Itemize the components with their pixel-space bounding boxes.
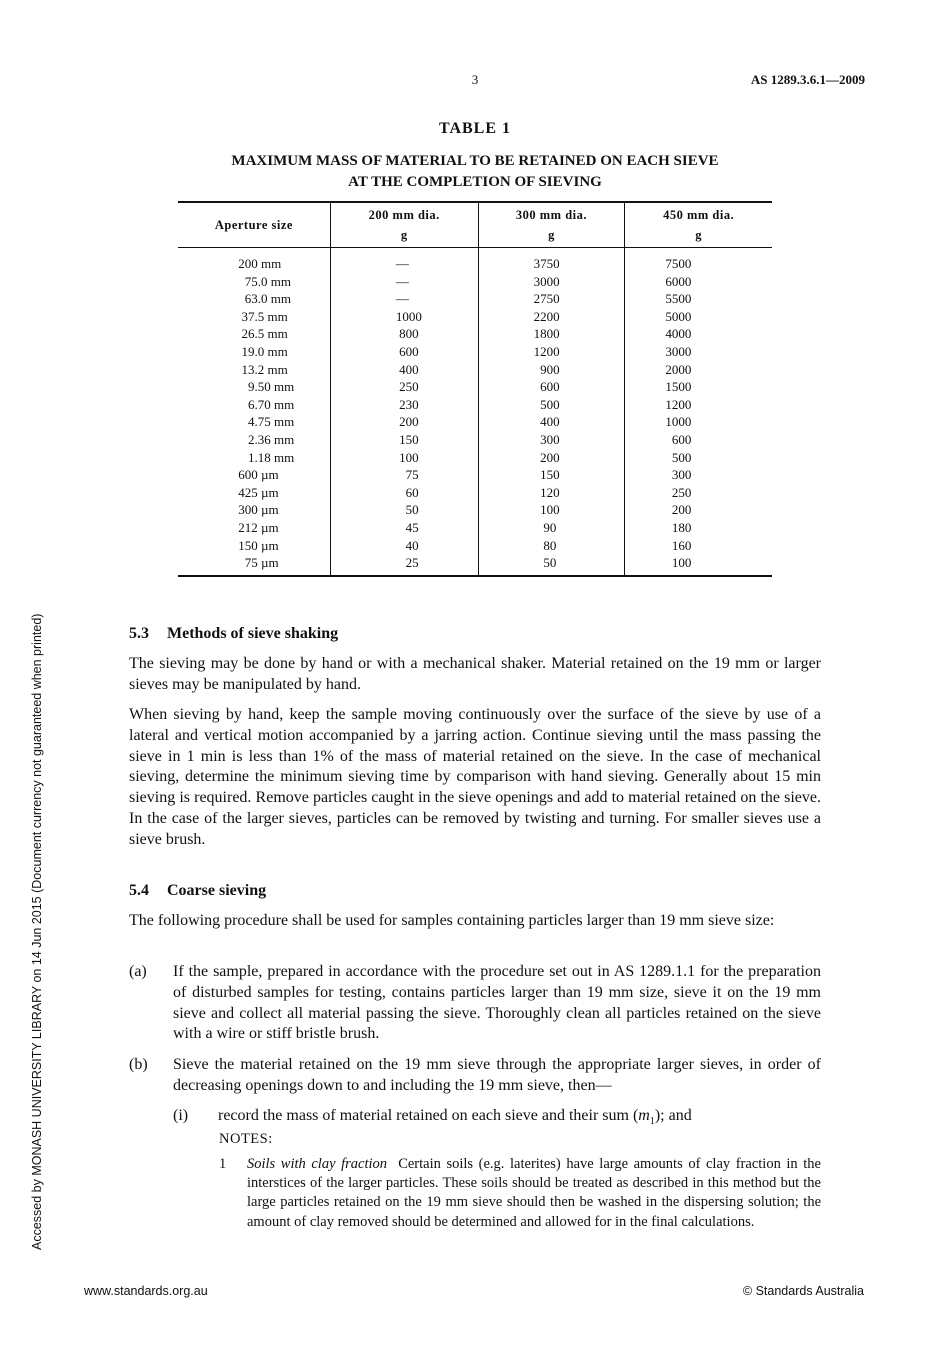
aperture-cell: 600 µm 425 µm 300 µm [238,467,279,518]
section-5-4-heading [129,881,821,902]
note-1 [219,1155,821,1232]
col-300-label: 300 mm dia. [515,208,588,222]
section-title: Coarse sieving [167,882,267,899]
note-text [247,1155,821,1232]
list-text-part: ); and [654,1107,692,1124]
col-header-aperture: Aperture size [214,218,293,232]
list-text-part: record the mass of material retained on each sieve and their sum ( [218,1107,639,1124]
mass-200-cell: 400 250 230 [399,361,419,412]
table-title-line-1: MAXIMUM MASS OF MATERIAL TO BE RETAINED ON EACH SIEVE [231,153,719,169]
sieve-mass-table [178,201,772,577]
section-5-4-intro: The following procedure shall be used for samples containing particles larger than 19 mm sieve size: [129,912,775,929]
page-number: 3 [471,72,479,87]
col-450-unit: g [695,228,703,242]
table-row-group [178,248,772,308]
mass-300-cell: 2200 1800 1200 [533,308,560,359]
note-body: Certain soils (e.g. laterites) have large amounts of clay fraction in the interstices of the larger particles. These soils should be treated as described in this method but the large particles retained on the 19 mm sieve should then be washed in the dispersing solution; the amount of clay removed should be determined and allowed for in the final calculations. [247,1156,821,1230]
mass-300-cell: 90 80 50 [543,519,557,571]
mass-200-cell: 75 60 50 [405,467,419,518]
col-header-450mm [625,202,772,248]
aperture-cell: 37.5 mm 26.5 mm 19.0 mm [241,308,288,359]
mass-variable: m [638,1107,650,1124]
access-watermark: Accessed by MONASH UNIVERSITY LIBRARY on 14 Jun 2015 (Document currency not guaranteed when printed) [30,613,44,1250]
list-text: If the sample, prepared in accordance with the procedure set out in AS 1289.1.1 for the preparation of disturbed samples for testing, contains particles larger than 19 mm size, sieve it on the 19 mm sieve and collect all material passing the sieve. Thoroughly clean all particles retained on the sieve with a wire or stiff bristle brush. [173,963,821,1043]
table-title [0,151,950,193]
section-5-3-paragraph-1: The sieving may be done by hand or with a mechanical shaker. Material retained on the 19 mm or larger sieves may be manipulated by hand. [129,655,821,693]
mass-subscript: 1 [649,1116,655,1128]
mass-450-cell: 5000 4000 3000 [665,308,692,359]
col-200-label: 200 mm dia. [368,208,440,222]
mass-450-cell: 7500 6000 5500 [665,256,692,307]
section-5-3-paragraph-2: When sieving by hand, keep the sample moving continuously over the surface of the sieve by use of a lateral and vertical motion accompanied by a jarring action. Continue sieving until the mass passing the sieve in 1 min is less than 1% of the mass of material retained on the sieve. In the case of mechanical sieving, determine the minimum sieving time by comparison with hand sieving. Generally about 15 min sieving is required. Remove particles caught in the sieve openings and add to material retained on the sieve. In the case of the larger sieves, particles can be removed by twisting and turning. For smaller sieves use a sieve brush. [129,706,821,848]
mass-300-cell: 900 600 500 [540,361,560,412]
section-5-3-heading [129,624,821,645]
aperture-cell: 4.75 mm 2.36 mm 1.18 mm [248,414,295,465]
col-header-300mm [478,202,625,248]
section-number: 5.4 [129,882,149,899]
mass-200-cell: 1000 800 600 [395,308,422,359]
mass-300-cell: 400 300 200 [540,414,560,465]
mass-300-cell: 150 120 100 [540,467,560,518]
list-item-i [173,1106,821,1133]
table-row-group [178,519,772,576]
note-label: 1 [219,1156,227,1172]
table-row-group [178,308,772,361]
aperture-cell: 13.2 mm 9.50 mm 6.70 mm [241,361,295,412]
list-label: (b) [129,1056,148,1073]
col-450-label: 450 mm dia. [663,208,735,222]
table-row-group [178,466,772,519]
standard-number: AS 1289.3.6.1—2009 [750,72,865,87]
table-row-group [178,413,772,466]
mass-450-cell: 180 160 100 [671,519,692,571]
note-title: Soils with clay fraction [247,1156,388,1172]
table-row-group [178,361,772,414]
section-number: 5.3 [129,625,149,642]
mass-450-cell: 300 250 200 [671,467,692,518]
table-title-line-2: AT THE COMPLETION OF SIEVING [348,174,602,190]
list-text [218,1106,821,1133]
col-200-unit: g [400,228,408,242]
table-number: TABLE 1 [438,120,512,137]
list-text: Sieve the material retained on the 19 mm sieve through the appropriate larger sieves, in order of decreasing openings down to and including the 19 mm sieve, then— [173,1056,821,1094]
footer-website[interactable]: www.standards.org.au [84,1284,208,1298]
col-header-200mm [330,202,478,248]
mass-200-cell: 45 40 25 [405,519,419,571]
notes-heading: NOTES: [219,1131,273,1147]
section-title: Methods of sieve shaking [167,625,339,642]
col-300-unit: g [548,228,555,242]
list-label: (i) [173,1107,189,1124]
mass-450-cell: 1000 600 500 [665,414,692,465]
mass-200-cell: — — — [395,256,409,307]
aperture-cell: 212 µm 150 µm 75 µm [238,519,279,571]
mass-300-cell: 3750 3000 2750 [533,256,560,307]
list-item-b [129,1055,821,1097]
list-label: (a) [129,963,147,980]
list-item-a [129,962,821,1045]
table-header-row [178,202,772,248]
footer-copyright: © Standards Australia [742,1284,864,1298]
mass-200-cell: 200 150 100 [399,414,419,465]
aperture-cell: 200 mm 75.0 mm 63.0 mm [238,256,291,307]
mass-450-cell: 2000 1500 1200 [665,361,692,412]
